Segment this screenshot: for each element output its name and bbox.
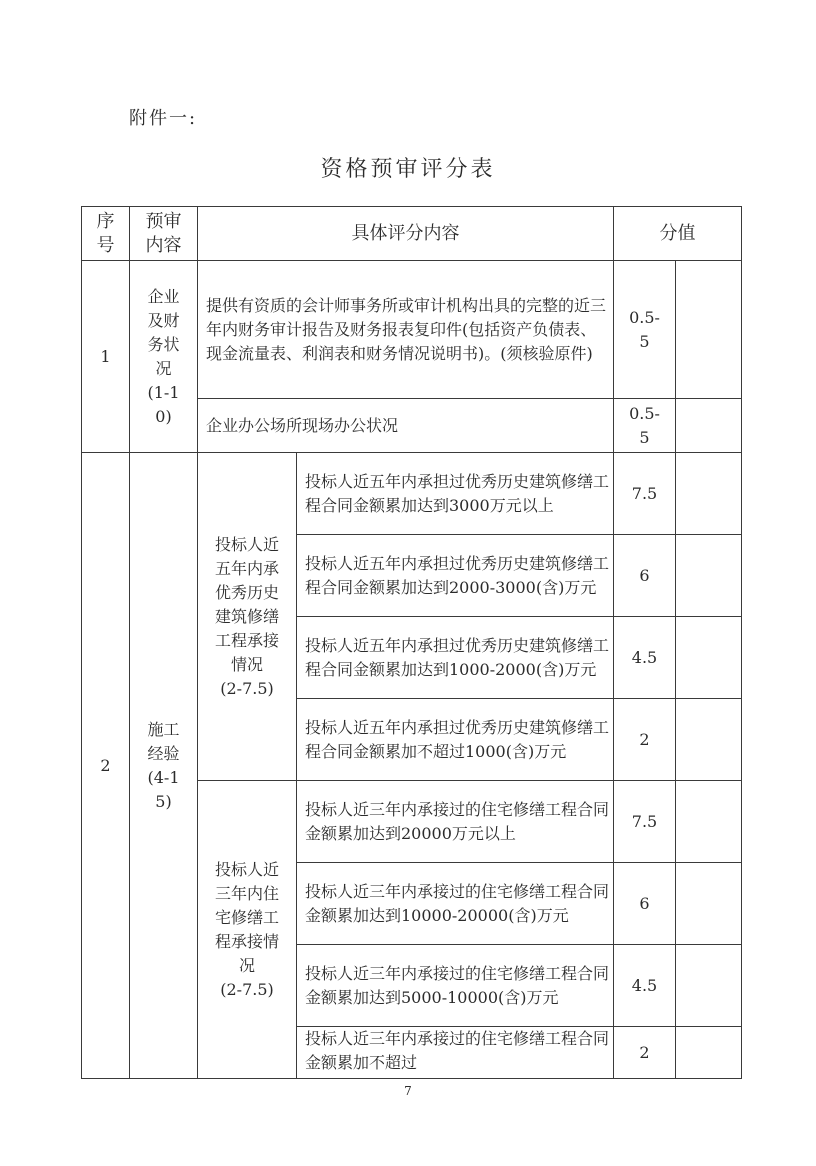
- row2-category: 施工 经验 (4-1 5): [130, 453, 198, 1079]
- row2-g2-item4-score: 2: [614, 1027, 676, 1079]
- header-score: 分值: [614, 207, 742, 261]
- row2-g2-item2-blank: [676, 863, 742, 945]
- row1-serial: 1: [82, 261, 130, 453]
- row1-item1-blank: [676, 261, 742, 399]
- header-serial: 序 号: [82, 207, 130, 261]
- row2-g1-item3-text: 投标人近五年内承担过优秀历史建筑修缮工程合同金额累加达到1000-2000(含)万元: [297, 617, 614, 699]
- row2-g2-item1-text: 投标人近三年内承接过的住宅修缮工程合同金额累加达到20000万元以上: [297, 781, 614, 863]
- row1-item2-text: 企业办公场所现场办公状况: [198, 399, 614, 453]
- row2-g2-item1-score: 7.5: [614, 781, 676, 863]
- row1-item2-blank: [676, 399, 742, 453]
- row2-g1-item2-blank: [676, 535, 742, 617]
- row2-g1-item4-score: 2: [614, 699, 676, 781]
- row2-g1-item2-text: 投标人近五年内承担过优秀历史建筑修缮工程合同金额累加达到2000-3000(含)万元: [297, 535, 614, 617]
- row2-group2-label: 投标人近 三年内住 宅修缮工 程承接情 况 (2-7.5): [198, 781, 297, 1079]
- row2-g1-item4-text: 投标人近五年内承担过优秀历史建筑修缮工程合同金额累加不超过1000(含)万元: [297, 699, 614, 781]
- row2-serial: 2: [82, 453, 130, 1079]
- row1-category: 企业 及财 务状 况 (1-1 0): [130, 261, 198, 453]
- page-number: 7: [404, 1084, 412, 1098]
- row2-g2-item2-score: 6: [614, 863, 676, 945]
- row1-item2-score: 0.5- 5: [614, 399, 676, 453]
- row2-g1-item3-score: 4.5: [614, 617, 676, 699]
- row2-group1-label: 投标人近 五年内承 优秀历史 建筑修缮 工程承接 情况 (2-7.5): [198, 453, 297, 781]
- row2-g1-item1-text: 投标人近五年内承担过优秀历史建筑修缮工程合同金额累加达到3000万元以上: [297, 453, 614, 535]
- row2-g2-item1-blank: [676, 781, 742, 863]
- header-item: 预审 内容: [130, 207, 198, 261]
- row2-g1-item1-blank: [676, 453, 742, 535]
- row2-g1-item3-blank: [676, 617, 742, 699]
- row2-g2-item3-text: 投标人近三年内承接过的住宅修缮工程合同金额累加达到5000-10000(含)万元: [297, 945, 614, 1027]
- table-row: [82, 453, 742, 535]
- row2-g2-item3-blank: [676, 945, 742, 1027]
- row2-g2-item4-text: 投标人近三年内承接过的住宅修缮工程合同金额累加不超过: [297, 1027, 614, 1079]
- row2-g1-item2-score: 6: [614, 535, 676, 617]
- row2-g1-item4-blank: [676, 699, 742, 781]
- page-title: 资格预审评分表: [320, 157, 496, 182]
- row2-g2-item3-score: 4.5: [614, 945, 676, 1027]
- row2-g1-item1-score: 7.5: [614, 453, 676, 535]
- table-row: [82, 261, 742, 399]
- row2-g2-item4-blank: [676, 1027, 742, 1079]
- table-header-row: [82, 207, 742, 261]
- row1-item1-score: 0.5- 5: [614, 261, 676, 399]
- row2-g2-item2-text: 投标人近三年内承接过的住宅修缮工程合同金额累加达到10000-20000(含)万元: [297, 863, 614, 945]
- scoring-table: [81, 206, 742, 1079]
- header-content: 具体评分内容: [198, 207, 614, 261]
- attachment-label: 附件一:: [129, 108, 198, 129]
- row1-item1-text: 提供有资质的会计师事务所或审计机构出具的完整的近三年内财务审计报告及财务报表复印件(包括资产负债表、现金流量表、利润表和财务情况说明书)。(须核验原件): [198, 261, 614, 399]
